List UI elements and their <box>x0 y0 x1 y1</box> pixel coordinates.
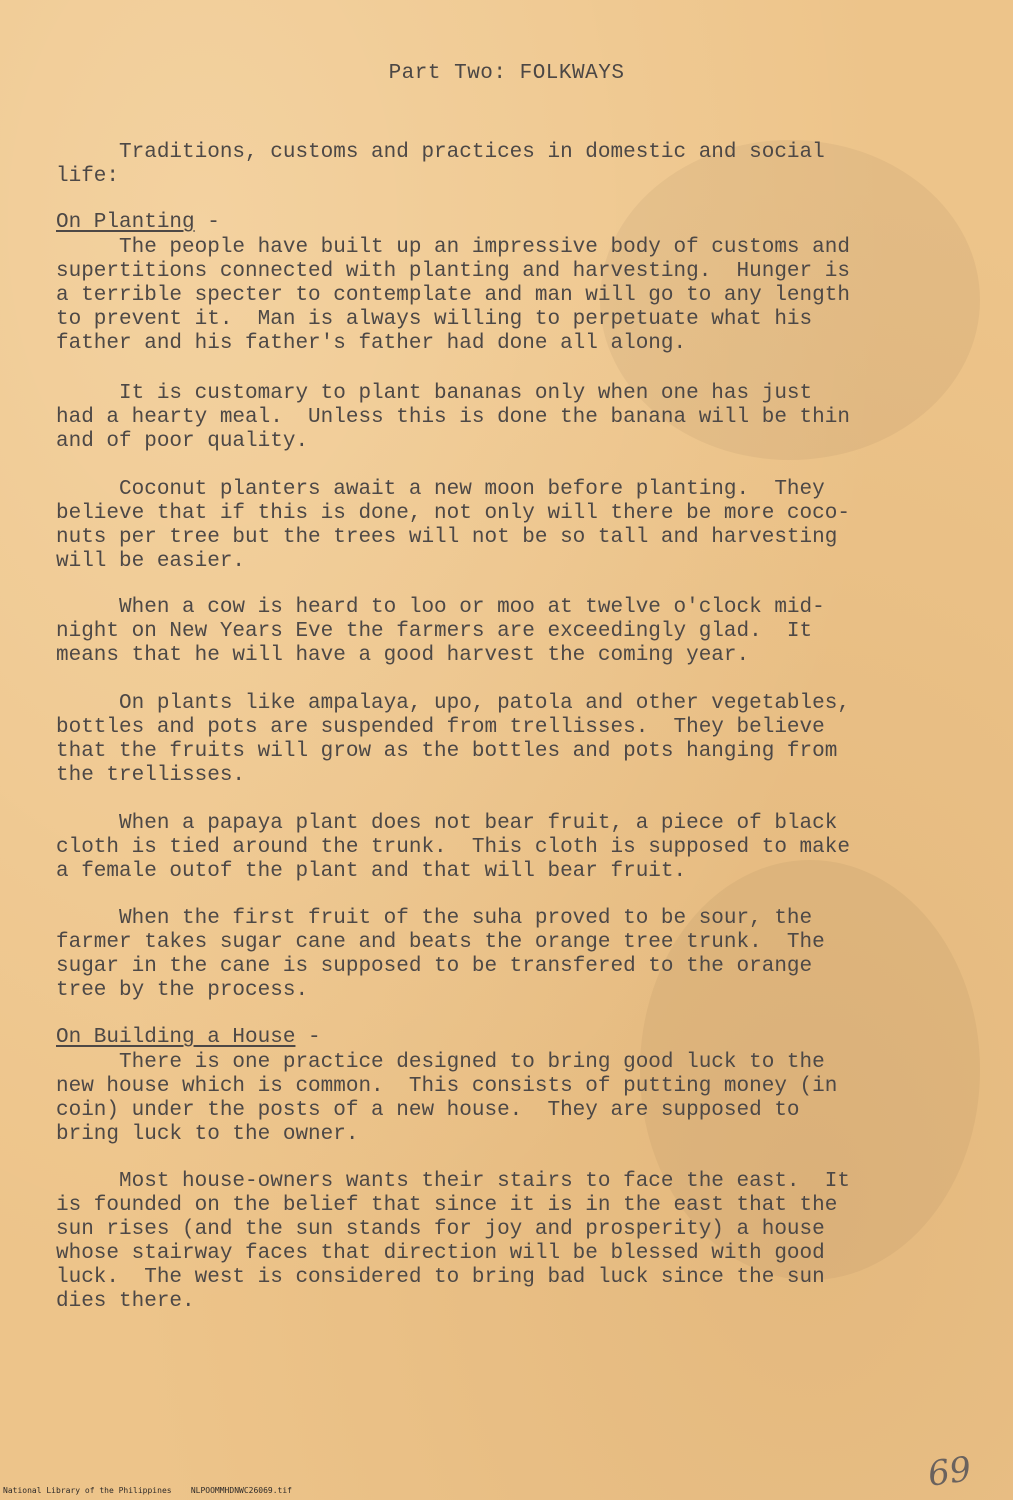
paragraph-5: On plants like ampalaya, upo, patola and other vegetables, bottles and pots are suspended from trellisses. They believe that the fruits will grow as the bottles and pots hanging from the trellisses. <box>56 692 850 787</box>
paragraph-9: Most house-owners wants their stairs to face the east. It is founded on the belief that since it is in the east that the sun rises (and the sun stands for joy and prosperity) a house whose stairway faces that direction will be blessed with good luck. The west is considered to bring bad luck since the sun dies there. <box>56 1170 850 1313</box>
archive-footer: National Library of the Philippines NLPOOMMHDNWC26069.tif <box>3 1486 292 1495</box>
paragraph-6: When a papaya plant does not bear fruit, a piece of black cloth is tied around the trunk. This cloth is supposed to make a female outof the plant and that will bear fruit. <box>56 812 850 883</box>
section-heading-planting <box>56 211 220 235</box>
section-heading-planting-text: On Planting <box>56 211 195 234</box>
section-heading-house <box>56 1026 321 1050</box>
paragraph-7: When the first fruit of the suha proved to be sour, the farmer takes sugar cane and beats the orange tree trunk. The sugar in the cane is supposed to be transfered to the orange tree by the process. <box>56 907 825 1002</box>
page-title: Part Two: FOLKWAYS <box>388 62 625 85</box>
paragraph-8: There is one practice designed to bring good luck to the new house which is common. This consists of putting money (in coin) under the posts of a new house. They are supposed to bring luck to the owner. <box>56 1051 838 1146</box>
paragraph-1: The people have built up an impressive body of customs and supertitions connected with planting and harvesting. Hunger is a terrible specter to contemplate and man will go to any length to prevent it. Man is always willing to perpetuate what his father and his father's father had done all along. <box>56 236 850 355</box>
page-number: 69 <box>925 1449 974 1495</box>
intro-paragraph: Traditions, customs and practices in domestic and social life: <box>56 141 825 188</box>
section-heading-house-text: On Building a House <box>56 1026 296 1049</box>
section-heading-planting-dash: - <box>194 211 220 234</box>
paragraph-4: When a cow is heard to loo or moo at twelve o'clock mid- night on New Years Eve the farmers are exceedingly glad. It means that he will have a good harvest the coming year. <box>56 596 825 667</box>
paragraph-3: Coconut planters await a new moon before planting. They believe that if this is done, not only will there be more coco- nuts per tree but the trees will not be so tall and harvesting will be easier. <box>56 478 850 573</box>
section-heading-house-dash: - <box>295 1026 321 1049</box>
paragraph-2: It is customary to plant bananas only when one has just had a hearty meal. Unless this is done the banana will be thin and of poor quality. <box>56 382 850 453</box>
